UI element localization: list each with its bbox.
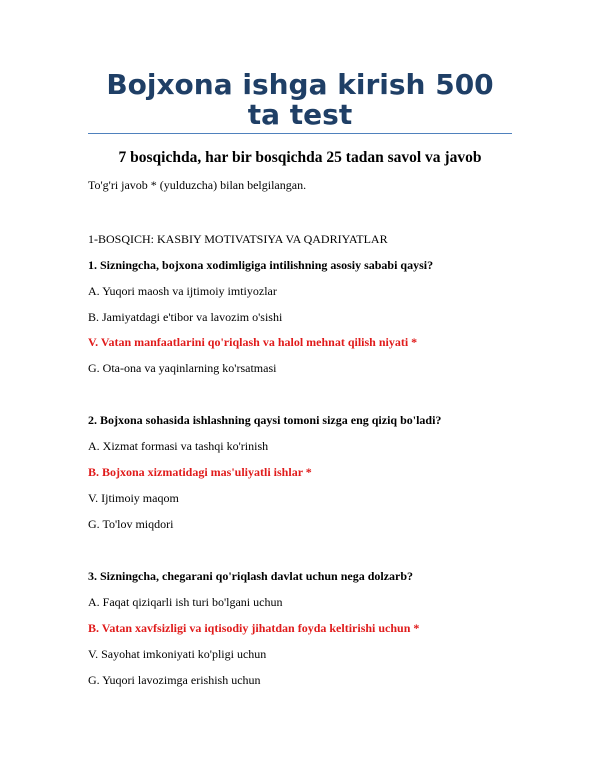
answer-option: G. To'lov miqdori [88, 517, 174, 531]
document-subtitle: 7 bosqichda, har bir bosqichda 25 tadan savol va javob [118, 149, 482, 166]
answer-option: V. Ijtimoiy maqom [88, 491, 179, 505]
document-title: Bojxona ishga kirish 500 ta test [106, 68, 494, 131]
section-heading: 1-BOSQICH: KASBIY MOTIVATSIYA VA QADRIYATLAR [88, 232, 388, 246]
answer-option: G. Ota-ona va yaqinlarning ko'rsatmasi [88, 361, 277, 375]
question-text: 3. Sizningcha, chegarani qo'riqlash davlat uchun nega dolzarb? [88, 569, 414, 583]
correct-answer-option: B. Bojxona xizmatidagi mas'uliyatli ishlar * [88, 465, 312, 479]
answer-option: G. Yuqori lavozimga erishish uchun [88, 673, 261, 687]
answer-option: A. Xizmat formasi va tashqi ko'rinish [88, 439, 269, 453]
answer-option: A. Faqat qiziqarli ish turi bo'lgani uchun [88, 595, 283, 609]
correct-answer-option: B. Vatan xavfsizligi va iqtisodiy jihatdan foyda keltirishi uchun * [88, 621, 420, 635]
answer-option: V. Sayohat imkoniyati ko'pligi uchun [88, 647, 267, 661]
answer-option: B. Jamiyatdagi e'tibor va lavozim o'sishi [88, 310, 283, 324]
answer-option: A. Yuqori maosh va ijtimoiy imtiyozlar [88, 284, 277, 298]
answer-key-note: To'g'ri javob * (yulduzcha) bilan belgilangan. [88, 178, 307, 192]
title-divider [88, 133, 512, 134]
question-text: 1. Sizningcha, bojxona xodimligiga intilishning asosiy sababi qaysi? [88, 258, 434, 272]
question-text: 2. Bojxona sohasida ishlashning qaysi tomoni sizga eng qiziq bo'ladi? [88, 413, 442, 427]
correct-answer-option: V. Vatan manfaatlarini qo'riqlash va halol mehnat qilish niyati * [88, 335, 418, 349]
